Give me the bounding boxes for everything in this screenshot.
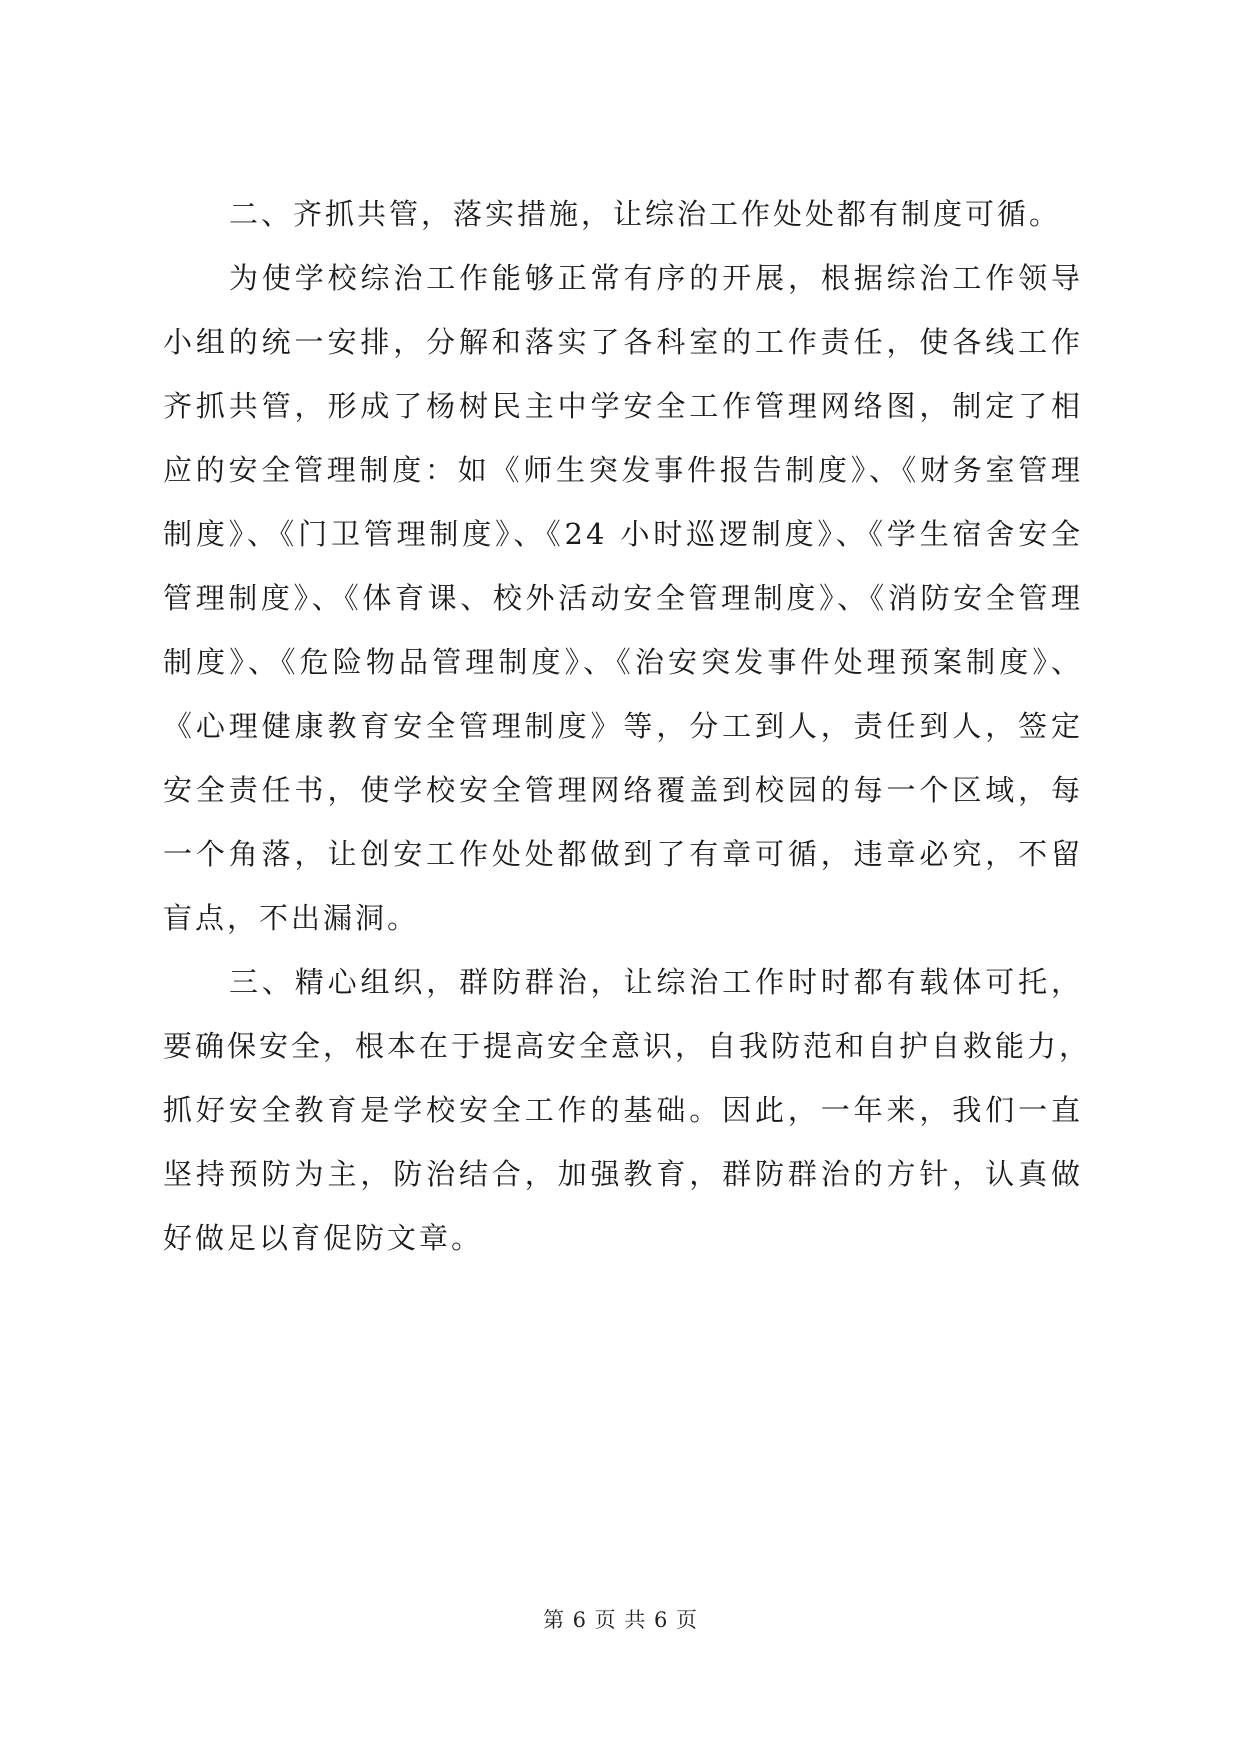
paragraph-line: 盲点，不出漏洞。 [163,901,420,935]
paragraph-line: 坚持预防为主，防治结合，加强教育，群防群治的方针，认真做 [163,1157,1083,1191]
section-3-paragraph [163,950,1092,1270]
section-heading-2: 二、齐抓共管，落实措施，让综治工作处处都有制度可循。 [229,197,1062,231]
paragraph-line: 《心理健康教育安全管理制度》等，分工到人，责任到人，签定 [163,709,1083,743]
paragraph-line: 齐抓共管，形成了杨树民主中学安全工作管理网络图，制定了相 [163,389,1083,423]
paragraph-line: 要确保安全，根本在于提高安全意识，自我防范和自护自救能力， [163,1029,1092,1063]
paragraph-line: 制度》、《危险物品管理制度》、《治安突发事件处理预案制度》、 [163,645,1083,679]
paragraph-line: 抓好安全教育是学校安全工作的基础。因此，一年来，我们一直 [163,1093,1083,1127]
paragraph-line: 管理制度》、《体育课、校外活动安全管理制度》、《消防安全管理 [163,581,1083,615]
paragraph-line: 小组的统一安排，分解和落实了各科室的工作责任，使各线工作 [163,325,1083,359]
paragraph-line: 好做足以育促防文章。 [163,1221,484,1255]
paragraph-line: 制度》、《门卫管理制度》、《24 小时巡逻制度》、《学生宿舍安全 [163,517,1083,551]
document-body [163,182,1092,1270]
paragraph-line: 安全责任书，使学校安全管理网络覆盖到校园的每一个区域，每 [163,773,1083,807]
section-2-paragraph [163,246,1083,950]
section-heading-3: 三、精心组织，群防群治，让综治工作时时都有载体可托， [229,965,1083,999]
paragraph-line: 应的安全管理制度：如《师生突发事件报告制度》、《财务室管理 [163,453,1083,487]
paragraph-line: 为使学校综治工作能够正常有序的开展，根据综治工作领导 [229,261,1083,295]
paragraph-line: 一个角落，让创安工作处处都做到了有章可循，违章必究，不留 [163,837,1083,871]
page-number-footer: 第 6 页 共 6 页 [542,1608,699,1632]
